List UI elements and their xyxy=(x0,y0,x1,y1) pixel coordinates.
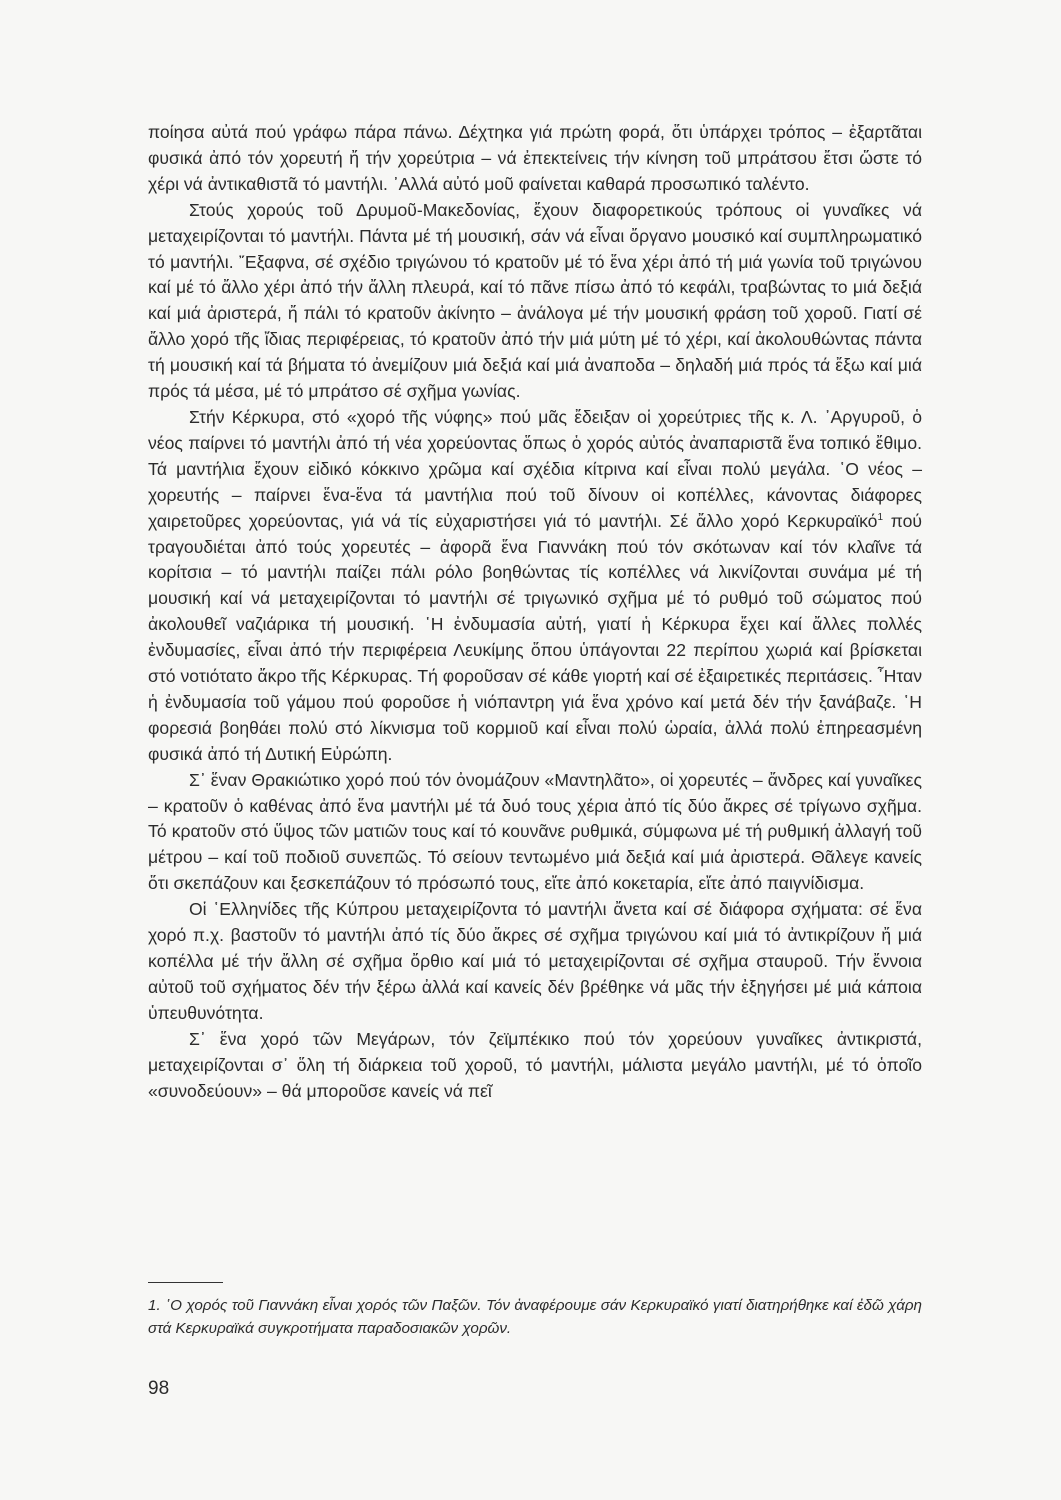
paragraph-text: Οἱ ῾Ελληνίδες τῆς Κύπρου μεταχειρίζοντα τό μαντήλι ἄνετα καί σέ διάφορα σχήματα: σέ ἕνα χορό π.χ. βαστοῦν τό μαντήλι ἀπό τίς δύο ἄκρες σέ σχῆμα τριγώνου καί μιά τό ἀντικρίζουν ἤ μιά κοπέλλα μέ τήν ἄλλη σέ σχῆμα ὄρθιο καί μιά τό μεταχειρίζονται σέ σχῆμα σταυροῦ. Τήν ἔννοια αὐτοῦ τοῦ σχήματος δέν τήν ξέρω ἀλλά καί κανείς δέν βρέθηκε νά μᾶς τήν ἐξηγήσει μέ μιά κάποια ὑπευθυνότητα. xyxy=(148,899,922,1023)
paragraph-text: Σ᾽ ἕνα χορό τῶν Μεγάρων, τόν ζεϊμπέκικο πού τόν χορεύουν γυναῖκες ἀντικριστά, μεταχειρίζονται σ᾽ ὅλη τή διάρκεια τοῦ χοροῦ, τό μαντήλι, μάλιστα μεγάλο μαντήλι, μέ τό ὁποῖο «συνοδεύουν» – θά μποροῦσε κανείς νά πεῖ xyxy=(148,1028,922,1101)
paragraph-text: Στήν Κέρκυρα, στό «χορό τῆς νύφης» πού μᾶς ἔδειξαν οἱ χορεύτριες τῆς κ. Λ. ᾽Αργυροῦ, ὁ νέος παίρνει τό μαντήλι ἀπό τή νέα χορεύοντας ὅπως ὁ χορός αὐτός ἀναπαριστᾶ ἕνα τοπικό ἔθιμο. Τά μαντήλια ἔχουν εἰδικό κόκκινο χρῶμα καί σχέδια κίτρινα καί εἶναι πολύ μεγάλα. ῾Ο νέος – χορευτής – παίρνει ἕνα-ἕνα τά μαντήλια πού τοῦ δίνουν οἱ κοπέλλες, κάνοντας διάφορες χαιρετοῦρες χορεύοντας, γιά νά τίς εὐχαριστήσει γιά τό μαντήλι. Σέ ἄλλο χορό Κερκυραϊκό xyxy=(148,406,922,531)
footnote-divider xyxy=(148,1282,223,1283)
body-text xyxy=(148,120,922,1104)
paragraph-thraki xyxy=(148,768,922,898)
footnote-number: 1. xyxy=(148,1297,161,1314)
paragraph-kypros xyxy=(148,897,922,1027)
page-number: 98 xyxy=(148,1378,170,1399)
paragraph-text: πού τραγουδιέται ἀπό τούς χορευτές – ἀφορᾶ ἕνα Γιαννάκη πού τόν σκότωναν καί τόν κλαῖνε τά κορίτσια – τό μαντήλι παίζει πάλι ρόλο βοηθώντας τίς κοπέλλες νά λικνίζονται συνάμα μέ τή μουσική καί νά μεταχειρίζονται τό μαντήλι σέ τριγωνικό σχῆμα μέ τό ρυθμό τοῦ σώματος πού ἀκολουθεῖ ναζιάρικα τή μουσική. ῾Η ἐνδυμασία αὐτή, γιατί ἡ Κέρκυρα ἔχει καί ἄλλες πολλές ἐνδυμασίες, εἶναι ἀπό τήν περιφέρεια Λευκίμης ὅπου ὑπάγονται 22 περίπου χωριά καί βρίσκεται στό νοτιότατο ἄκρο τῆς Κέρκυρας. Τή φοροῦσαν σέ κάθε γιορτή καί σέ ἐξαιρετικές περιτάσεις. ῏Ηταν ἡ ἐνδυμασία τοῦ γάμου πού φοροῦσε ἡ νιόπαντρη γιά ἕνα χρόνο καί μετά δέν τήν ξανάβαζε. ῾Η φορεσιά βοηθάει πολύ στό λίκνισμα τοῦ κορμιοῦ καί εἶναι πολύ ὡραία, ἀλλά πολύ ἐπηρεασμένη φυσικά ἀπό τή Δυτική Εὐρώπη. xyxy=(148,510,923,764)
paragraph-continuation xyxy=(148,120,922,198)
paragraph-kerkyra xyxy=(148,405,922,768)
paragraph-text: ποίησα αὐτά πού γράφω πάρα πάνω. Δέχτηκα γιά πρώτη φορά, ὅτι ὑπάρχει τρόπος – ἐξαρτᾶται φυσικά ἀπό τόν χορευτή ἤ τήν χορεύτρια – νά ἐπεκτείνεις τήν κίνηση τοῦ μπράτσου ἔτσι ὥστε τό χέρι νά ἀντικαθιστᾶ τό μαντήλι. ᾽Αλλά αὐτό μοῦ φαίνεται καθαρά προσωπικό ταλέντο. xyxy=(148,122,922,194)
paragraph-text: Στούς χορούς τοῦ Δρυμοῦ-Μακεδονίας, ἔχουν διαφορετικούς τρόπους οἱ γυναῖκες νά μεταχειρίζονται τό μαντήλι. Πάντα μέ τή μουσική, σάν νά εἶναι ὄργανο μουσικό καί συμπληρωματικό τό μαντήλι. ῎Εξαφνα, σέ σχέδιο τριγώνου τό κρατοῦν μέ τό ἕνα χέρι ἀπό τή μιά γωνία τοῦ τριγώνου καί μέ τό ἄλλο χέρι ἀπό τήν ἄλλη πλευρά, καί τό πᾶνε πίσω ἀπό τό κεφάλι, τραβώντας το μιά δεξιά καί μιά ἀριστερά, ἤ πάλι τό κρατοῦν ἀκίνητο – ἀνάλογα μέ τήν μουσική φράση τοῦ χοροῦ. Γιατί σέ ἄλλο χορό τῆς ἴδιας περιφέρειας, τό κρατοῦν ἀπό τήν μιά μύτη μέ τό χέρι, καί ἀκολουθώντας πάντα τή μουσική καί τά βήματα τό ἀνεμίζουν μιά δεξιά καί μιά ἀναποδα – δηλαδή μιά πρός τά ἔξω καί μιά πρός τά μέσα, μέ τό μπράτσο σέ σχῆμα γωνίας. xyxy=(148,199,922,402)
footnote xyxy=(148,1294,922,1340)
footnote-reference[interactable]: 1 xyxy=(877,511,884,523)
footnote-text: ῾Ο χορός τοῦ Γιαννάκη εἶναι χορός τῶν Παξῶν. Τόν ἀναφέρουμε σάν Κερκυραϊκό γιατί διατηρήθηκε καί ἐδῶ χάρη στά Κερκυραϊκά συγκροτήματα παραδοσιακῶν χορῶν. xyxy=(148,1297,922,1337)
paragraph-text: Σ᾽ ἕναν Θρακιώτικο χορό πού τόν ὀνομάζουν «Μαντηλᾶτο», οἱ χορευτές – ἄνδρες καί γυναῖκες – κρατοῦν ὁ καθένας ἀπό ἕνα μαντήλι μέ τά δυό τους χέρια ἀπό τίς δύο ἄκρες σέ τρίγωνο σχῆμα. Τό κρατοῦν στό ὕψος τῶν ματιῶν τους καί τό κουνᾶνε ρυθμικά, σύμφωνα μέ τή ρυθμική ἀλλαγή τοῦ μέτρου – καί τοῦ ποδιοῦ συνεπῶς. Τό σείουν τεντωμένο μιά δεξιά καί μιά ἀριστερά. Θᾶλεγε κανείς ὅτι σκεπάζουν και ξεσκεπάζουν τό πρόσωπό τους, εἴτε ἀπό κοκεταρία, εἴτε ἀπό παιγνίδισμα. xyxy=(148,769,922,894)
paragraph-megara xyxy=(148,1027,922,1105)
paragraph-drymos xyxy=(148,198,922,405)
